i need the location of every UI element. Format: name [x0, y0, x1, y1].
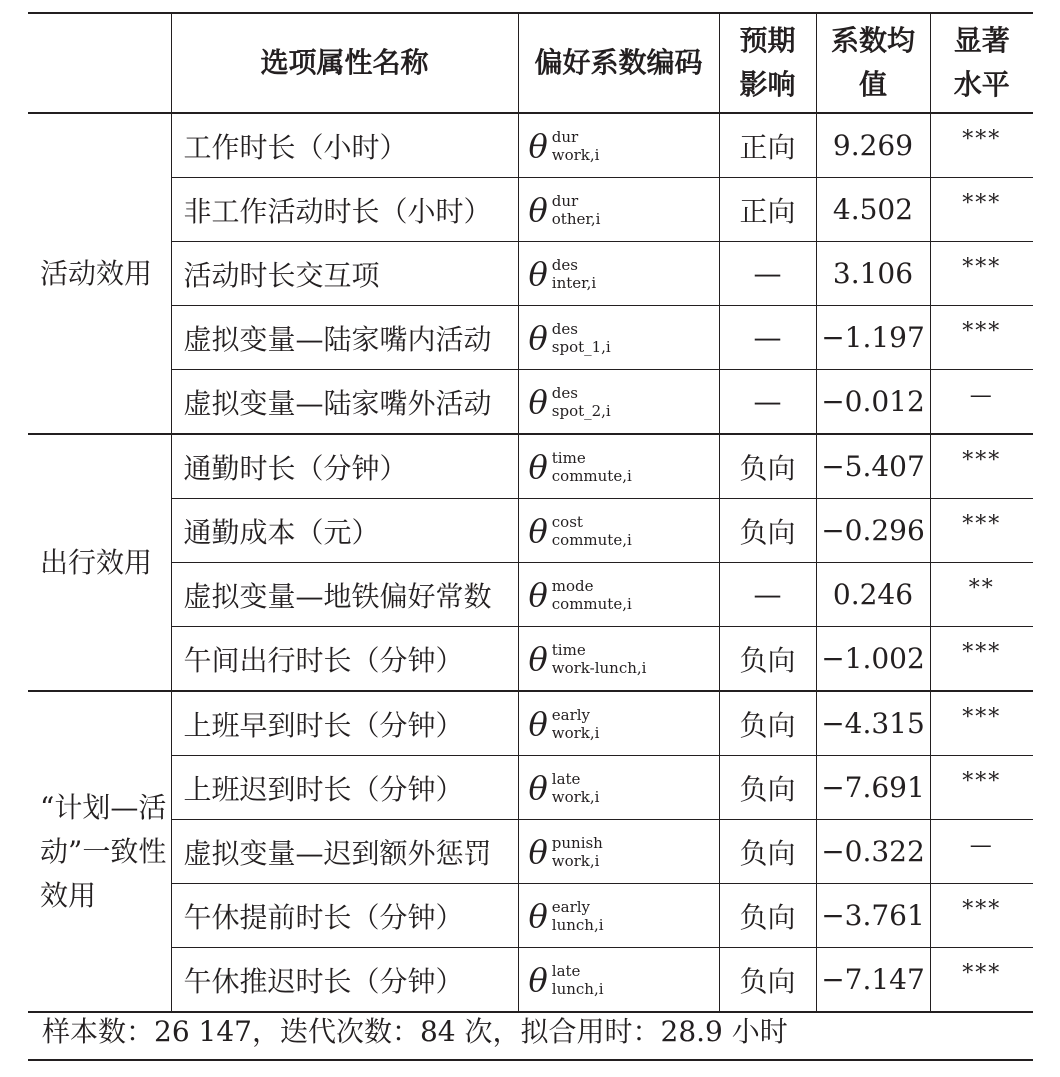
- attribute-name-cell: 上班早到时长（分钟）: [171, 691, 518, 756]
- theta-symbol: θ: [528, 318, 548, 357]
- significance-cell: [930, 948, 1033, 1013]
- group-name-cell: 出行效用: [28, 434, 171, 691]
- header-coefficient-mean: [816, 13, 930, 113]
- coefficient-code-cell: [518, 370, 719, 435]
- header-significance: [930, 13, 1033, 113]
- significance-stars: —: [969, 833, 994, 858]
- coefficient-mean-cell: −0.296: [816, 499, 930, 563]
- coefficient-symbol: [519, 384, 611, 420]
- coefficient-mean-cell: −1.002: [816, 627, 930, 692]
- coefficient-scripts: [552, 320, 611, 356]
- table-row: [28, 756, 1033, 820]
- significance-cell: [930, 756, 1033, 820]
- theta-symbol: θ: [528, 447, 548, 486]
- attribute-name-cell: 虚拟变量—地铁偏好常数: [171, 563, 518, 627]
- expected-effect-cell: 负向: [719, 948, 816, 1013]
- table-row: [28, 691, 1033, 756]
- coefficient-superscript: mode: [551, 576, 594, 595]
- attribute-name-cell: 午间出行时长（分钟）: [171, 627, 518, 692]
- coefficient-scripts: [552, 128, 600, 164]
- attribute-name-cell: 通勤时长（分钟）: [171, 434, 518, 499]
- coefficient-code-cell: [518, 820, 719, 884]
- significance-stars: ***: [962, 897, 1002, 922]
- significance-stars: ***: [962, 319, 1002, 344]
- theta-symbol: θ: [528, 960, 548, 999]
- row-group: [28, 691, 1033, 1012]
- coefficient-code-cell: [518, 499, 719, 563]
- coefficient-code-cell: [518, 306, 719, 370]
- coefficient-mean-cell: −1.197: [816, 306, 930, 370]
- significance-cell: [930, 627, 1033, 692]
- coefficient-superscript: des: [551, 319, 578, 338]
- row-group: [28, 434, 1033, 691]
- row-group: [28, 113, 1033, 434]
- bottom-rule: [28, 1059, 1033, 1061]
- coefficient-scripts: [552, 641, 647, 677]
- table-footnote: 样本数：26 147，迭代次数：84 次，拟合用时：28.9 小时: [42, 1015, 788, 1048]
- table-row: [28, 884, 1033, 948]
- significance-cell: [930, 434, 1033, 499]
- header-expected-effect-text: 预期影响: [739, 24, 796, 101]
- significance-cell: [930, 178, 1033, 242]
- coefficient-table: [28, 12, 1033, 1013]
- coefficient-subscript: commute,i: [551, 594, 632, 613]
- coefficient-code-cell: [518, 948, 719, 1013]
- coefficient-symbol: [519, 513, 632, 549]
- coefficient-subscript: lunch,i: [551, 915, 604, 934]
- header-coefficient-mean-text: 系数均值: [830, 24, 915, 101]
- coefficient-scripts: [552, 192, 601, 228]
- expected-effect-cell: —: [719, 563, 816, 627]
- coefficient-mean-cell: 4.502: [816, 178, 930, 242]
- coefficient-superscript: punish: [551, 833, 603, 852]
- attribute-name-cell: 虚拟变量—陆家嘴外活动: [171, 370, 518, 435]
- table-row: [28, 113, 1033, 178]
- coefficient-mean-cell: −7.691: [816, 756, 930, 820]
- coefficient-mean-cell: −0.322: [816, 820, 930, 884]
- coefficient-code-cell: [518, 884, 719, 948]
- significance-stars: ***: [962, 640, 1002, 665]
- coefficient-subscript: work,i: [551, 723, 600, 742]
- coefficient-superscript: late: [551, 961, 581, 980]
- coefficient-code-cell: [518, 691, 719, 756]
- coefficient-subscript: work,i: [551, 851, 600, 870]
- coefficient-subscript: inter,i: [551, 273, 597, 292]
- coefficient-symbol: [519, 770, 600, 806]
- significance-stars: ***: [962, 127, 1002, 152]
- significance-cell: [930, 113, 1033, 178]
- table-row: [28, 370, 1033, 435]
- coefficient-scripts: [552, 513, 632, 549]
- group-name-cell: “计划—活动”一致性效用: [28, 691, 171, 1012]
- table-row: [28, 499, 1033, 563]
- coefficient-code-cell: [518, 756, 719, 820]
- coefficient-superscript: time: [551, 448, 586, 467]
- coefficient-symbol: [519, 898, 604, 934]
- expected-effect-cell: —: [719, 306, 816, 370]
- coefficient-symbol: [519, 256, 597, 292]
- coefficient-mean-cell: −7.147: [816, 948, 930, 1013]
- significance-cell: [930, 563, 1033, 627]
- theta-symbol: θ: [528, 254, 548, 293]
- significance-cell: [930, 691, 1033, 756]
- expected-effect-cell: 负向: [719, 820, 816, 884]
- coefficient-code-cell: [518, 627, 719, 692]
- attribute-name-cell: 非工作活动时长（小时）: [171, 178, 518, 242]
- coefficient-superscript: dur: [551, 191, 579, 210]
- coefficient-symbol: [519, 962, 604, 998]
- attribute-name-cell: 虚拟变量—迟到额外惩罚: [171, 820, 518, 884]
- significance-cell: [930, 306, 1033, 370]
- significance-cell: [930, 242, 1033, 306]
- attribute-name-cell: 午休提前时长（分钟）: [171, 884, 518, 948]
- attribute-name-cell: 通勤成本（元）: [171, 499, 518, 563]
- coefficient-scripts: [552, 449, 632, 485]
- attribute-name-cell: 活动时长交互项: [171, 242, 518, 306]
- coefficient-symbol: [519, 192, 601, 228]
- table-row: [28, 178, 1033, 242]
- coefficient-code-cell: [518, 178, 719, 242]
- table-row: [28, 563, 1033, 627]
- significance-stars: —: [969, 383, 994, 408]
- expected-effect-cell: 负向: [719, 434, 816, 499]
- expected-effect-cell: —: [719, 370, 816, 435]
- expected-effect-cell: 负向: [719, 499, 816, 563]
- coefficient-mean-cell: −4.315: [816, 691, 930, 756]
- coefficient-superscript: des: [551, 383, 578, 402]
- coefficient-superscript: time: [551, 640, 586, 659]
- header-row: [28, 13, 1033, 113]
- significance-cell: [930, 820, 1033, 884]
- significance-stars: ***: [962, 961, 1002, 986]
- group-name-cell: 活动效用: [28, 113, 171, 434]
- significance-cell: [930, 370, 1033, 435]
- significance-stars: ***: [962, 191, 1002, 216]
- coefficient-symbol: [519, 577, 632, 613]
- coefficient-code-cell: [518, 434, 719, 499]
- header-group: [28, 13, 171, 113]
- header-significance-text: 显著水平: [953, 24, 1010, 101]
- coefficient-superscript: dur: [551, 127, 579, 146]
- coefficient-mean-cell: −5.407: [816, 434, 930, 499]
- header-attribute-name: 选项属性名称: [171, 13, 518, 113]
- theta-symbol: θ: [528, 382, 548, 421]
- theta-symbol: θ: [528, 575, 548, 614]
- table-row: [28, 820, 1033, 884]
- coefficient-scripts: [552, 706, 600, 742]
- coefficient-code-cell: [518, 113, 719, 178]
- coefficient-scripts: [552, 577, 632, 613]
- coefficient-mean-cell: −0.012: [816, 370, 930, 435]
- coefficient-scripts: [552, 384, 611, 420]
- coefficient-symbol: [519, 320, 611, 356]
- expected-effect-cell: 正向: [719, 113, 816, 178]
- coefficient-scripts: [552, 834, 603, 870]
- theta-symbol: θ: [528, 511, 548, 550]
- coefficient-superscript: early: [551, 897, 591, 916]
- header-coefficient-code: 偏好系数编码: [518, 13, 719, 113]
- expected-effect-cell: 负向: [719, 884, 816, 948]
- attribute-name-cell: 虚拟变量—陆家嘴内活动: [171, 306, 518, 370]
- coefficient-code-cell: [518, 563, 719, 627]
- attribute-name-cell: 午休推迟时长（分钟）: [171, 948, 518, 1013]
- coefficient-subscript: lunch,i: [551, 979, 604, 998]
- coefficient-superscript: late: [551, 769, 581, 788]
- coefficient-symbol: [519, 834, 603, 870]
- significance-stars: ***: [962, 512, 1002, 537]
- significance-stars: ***: [962, 769, 1002, 794]
- coefficient-subscript: work,i: [551, 787, 600, 806]
- coefficient-subscript: work-lunch,i: [551, 658, 647, 677]
- coefficient-mean-cell: 9.269: [816, 113, 930, 178]
- table-row: [28, 948, 1033, 1013]
- theta-symbol: θ: [528, 896, 548, 935]
- coefficient-symbol: [519, 706, 600, 742]
- significance-stars: ***: [962, 255, 1002, 280]
- coefficient-superscript: des: [551, 255, 578, 274]
- coefficient-superscript: cost: [551, 512, 583, 531]
- expected-effect-cell: 负向: [719, 627, 816, 692]
- significance-cell: [930, 884, 1033, 948]
- coefficient-scripts: [552, 898, 604, 934]
- coefficient-mean-cell: 0.246: [816, 563, 930, 627]
- coefficient-subscript: work,i: [551, 145, 600, 164]
- coefficient-mean-cell: 3.106: [816, 242, 930, 306]
- theta-symbol: θ: [528, 768, 548, 807]
- coefficient-scripts: [552, 256, 596, 292]
- coefficient-subscript: spot_1,i: [551, 337, 611, 356]
- attribute-name-cell: 工作时长（小时）: [171, 113, 518, 178]
- expected-effect-cell: —: [719, 242, 816, 306]
- table-row: [28, 242, 1033, 306]
- significance-stars: ***: [962, 705, 1002, 730]
- coefficient-scripts: [552, 770, 600, 806]
- coefficient-mean-cell: −3.761: [816, 884, 930, 948]
- coefficient-subscript: commute,i: [551, 466, 632, 485]
- coefficient-symbol: [519, 641, 647, 677]
- attribute-name-cell: 上班迟到时长（分钟）: [171, 756, 518, 820]
- coefficient-scripts: [552, 962, 604, 998]
- theta-symbol: θ: [528, 639, 548, 678]
- expected-effect-cell: 正向: [719, 178, 816, 242]
- expected-effect-cell: 负向: [719, 691, 816, 756]
- significance-cell: [930, 499, 1033, 563]
- coefficient-subscript: commute,i: [551, 530, 632, 549]
- table-row: [28, 434, 1033, 499]
- coefficient-symbol: [519, 449, 632, 485]
- theta-symbol: θ: [528, 126, 548, 165]
- theta-symbol: θ: [528, 704, 548, 743]
- header-expected-effect: [719, 13, 816, 113]
- theta-symbol: θ: [528, 190, 548, 229]
- coefficient-code-cell: [518, 242, 719, 306]
- table-row: [28, 306, 1033, 370]
- coefficient-superscript: early: [551, 705, 591, 724]
- coefficient-symbol: [519, 128, 600, 164]
- significance-stars: **: [968, 576, 995, 601]
- expected-effect-cell: 负向: [719, 756, 816, 820]
- coefficient-subscript: other,i: [551, 209, 601, 228]
- coefficient-subscript: spot_2,i: [551, 401, 611, 420]
- table-row: [28, 627, 1033, 692]
- theta-symbol: θ: [528, 832, 548, 871]
- significance-stars: ***: [962, 448, 1002, 473]
